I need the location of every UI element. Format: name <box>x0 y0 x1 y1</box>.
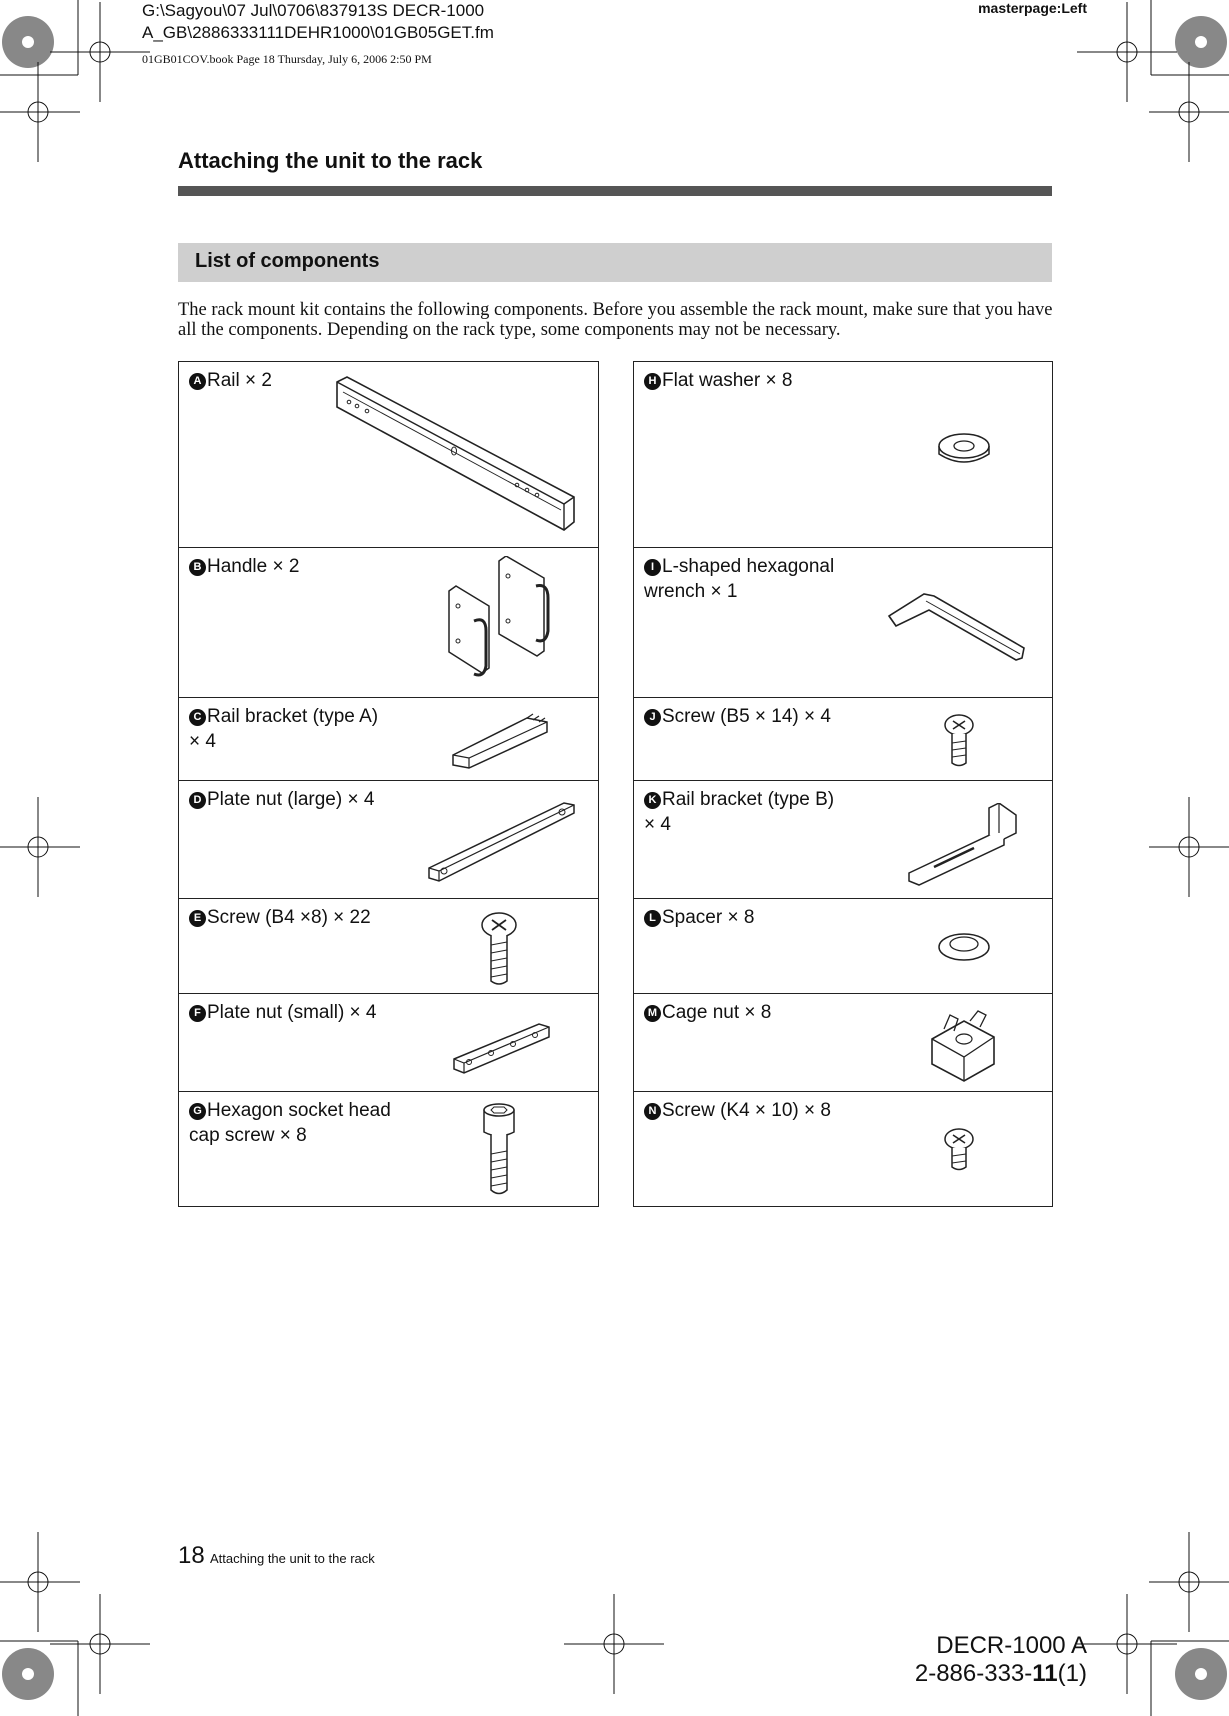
component-label <box>644 905 754 930</box>
item-text: Rail bracket (type B) × 4 <box>644 789 835 835</box>
item-text: Spacer × 8 <box>662 907 755 928</box>
item-text: Plate nut (large) × 4 <box>207 789 375 810</box>
item-letter: J <box>644 709 661 726</box>
item-letter: K <box>644 792 661 809</box>
component-label <box>644 704 831 729</box>
file-path-line1: G:\Sagyou\07 Jul\0706\837913S DECR-1000 <box>142 1 485 20</box>
running-title: Attaching the unit to the rack <box>210 1551 375 1566</box>
registration-wheel <box>2 16 1227 1700</box>
item-text: Screw (B5 × 14) × 4 <box>662 706 831 727</box>
item-text: Cage nut × 8 <box>662 1002 772 1023</box>
item-letter: E <box>189 910 206 927</box>
item-letter: B <box>189 559 206 576</box>
component-label <box>644 368 792 393</box>
item-text: Rail × 2 <box>207 370 272 391</box>
item-letter: D <box>189 792 206 809</box>
component-label <box>189 368 272 393</box>
item-text: Flat washer × 8 <box>662 370 793 391</box>
item-text: Screw (K4 × 10) × 8 <box>662 1100 831 1121</box>
component-label <box>189 554 299 579</box>
item-text: Screw (B4 ×8) × 22 <box>207 907 371 928</box>
item-letter: M <box>644 1005 661 1022</box>
component-label <box>644 554 834 604</box>
component-label <box>189 787 374 812</box>
item-letter: L <box>644 910 661 927</box>
item-text: Rail bracket (type A) × 4 <box>189 706 379 752</box>
part-number-prefix: 2-886-333- <box>914 1660 1033 1687</box>
item-letter: N <box>644 1103 661 1120</box>
item-letter: I <box>644 559 661 576</box>
item-text: L-shaped hexagonal wrench × 1 <box>644 556 835 602</box>
item-letter: A <box>189 373 206 390</box>
item-letter: H <box>644 373 661 390</box>
item-text: Handle × 2 <box>207 556 300 577</box>
component-label <box>189 1098 391 1148</box>
component-label <box>644 787 834 837</box>
item-letter: G <box>189 1103 206 1120</box>
component-label <box>644 1000 771 1025</box>
item-text: Hexagon socket head cap screw × 8 <box>189 1100 391 1146</box>
page-title: Attaching the unit to the rack <box>178 148 483 173</box>
crosshair-targets <box>0 2 1229 1694</box>
item-letter: F <box>189 1005 206 1022</box>
item-text: Plate nut (small) × 4 <box>207 1002 377 1023</box>
component-label <box>189 905 371 930</box>
masterpage-label: masterpage:Left <box>978 0 1087 16</box>
page-number: 18 <box>178 1542 205 1569</box>
file-path-line2: A_GB\2886333111DEHR1000\01GB05GET.fm <box>142 23 494 42</box>
component-label <box>644 1098 831 1123</box>
section-title: List of components <box>195 250 380 272</box>
intro-paragraph: The rack mount kit contains the following components. Before you assemble the rack mount, make sure that you have all the components. Depending on the rack type, some components may not be necessary. <box>178 300 1053 340</box>
item-letter: C <box>189 709 206 726</box>
book-info: 01GB01COV.book Page 18 Thursday, July 6, 2006 2:50 PM <box>142 52 432 66</box>
component-label <box>189 704 378 754</box>
model-number: DECR-1000 A <box>936 1632 1087 1659</box>
component-label <box>189 1000 377 1025</box>
part-number-bold: 11 <box>1032 1660 1058 1687</box>
part-number-suffix: (1) <box>1057 1660 1087 1687</box>
